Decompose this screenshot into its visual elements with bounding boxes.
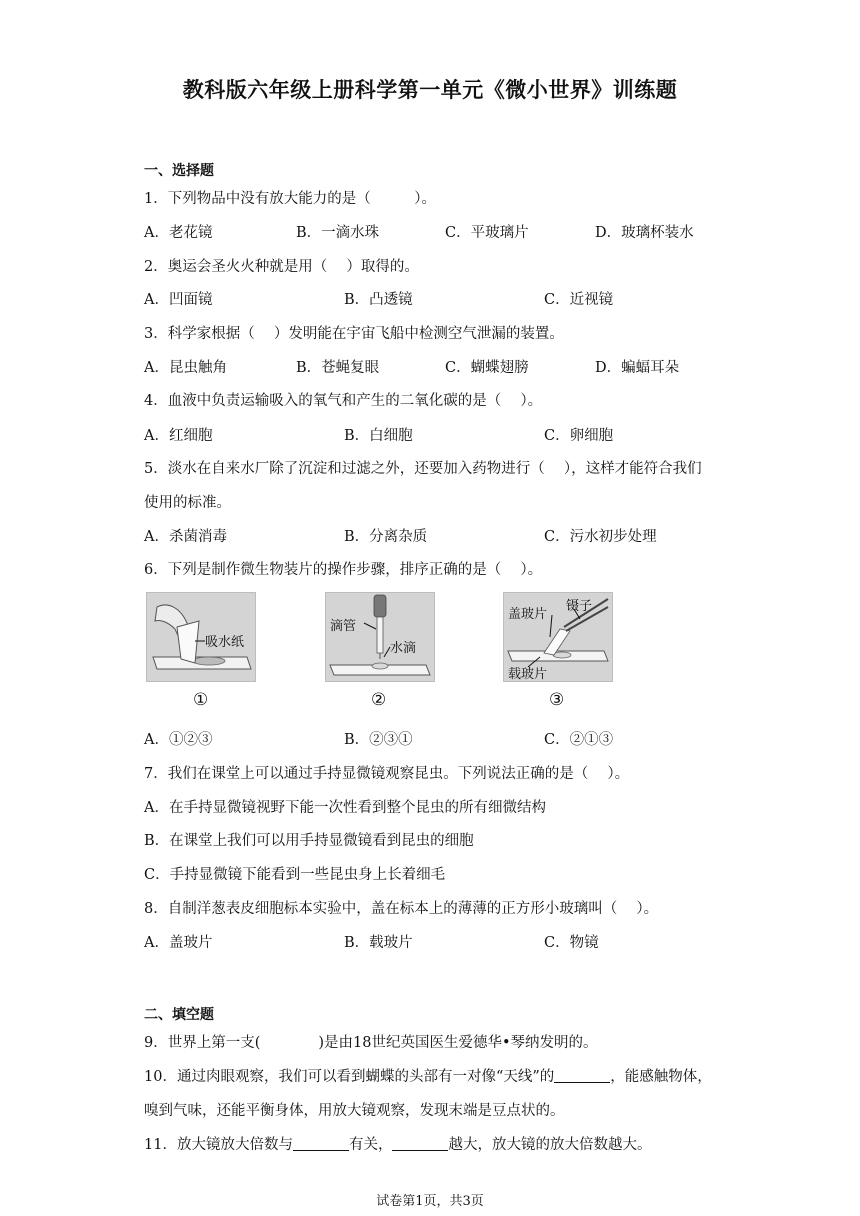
question-11-part-b: 有关，	[348, 1137, 393, 1153]
question-11-blank-1	[293, 1136, 349, 1151]
question-6-option-a: A．①②③	[144, 732, 213, 748]
question-11-part-a: 11．放大镜放大倍数与	[144, 1137, 293, 1153]
question-8-stem: 8．自制洋葱表皮细胞标本实验中，盖在标本上的薄薄的正方形小玻璃叫（ ）。	[144, 901, 659, 917]
label-dropper: 滴管	[330, 619, 357, 634]
question-6-option-c: C．②①③	[544, 732, 614, 748]
question-7-stem: 7．我们在课堂上可以通过手持显微镜观察昆虫。下列说法正确的是（ ）。	[144, 766, 630, 782]
question-8-option-a: A．盖玻片	[144, 935, 213, 951]
question-8-option-c: C．物镜	[544, 935, 599, 951]
question-10-part-a: 10．通过肉眼观察，我们可以看到蝴蝶的头部有一对像“天线”的	[144, 1069, 555, 1085]
question-7-option-c: C．手持显微镜下能看到一些昆虫身上长着细毛	[144, 867, 446, 883]
figure-dropper	[325, 592, 435, 682]
question-3-option-a: A．昆虫触角	[144, 360, 227, 376]
label-tweezers: 镊子	[566, 599, 593, 614]
question-2-stem: 2．奥运会圣火火种就是用（ ）取得的。	[144, 259, 419, 275]
question-1-option-c: C．平玻璃片	[445, 225, 529, 241]
question-5-stem-line-2: 使用的标准。	[144, 495, 231, 511]
question-10-line-1	[144, 1065, 712, 1086]
label-water-drop: 水滴	[390, 641, 417, 656]
question-3-option-b: B．苍蝇复眼	[296, 360, 380, 376]
question-7-option-a: A．在手持显微镜视野下能一次性看到整个昆虫的所有细微结构	[144, 800, 546, 816]
figure-1-caption: ①	[193, 690, 209, 710]
question-4-option-c: C．卵细胞	[544, 428, 614, 444]
label-slide: 载玻片	[508, 667, 548, 682]
figure-blotting-paper	[146, 592, 256, 682]
question-1-stem: 1．下列物品中没有放大能力的是（ ）。	[144, 191, 436, 207]
page-footer: 试卷第1页，共3页	[376, 1194, 484, 1209]
question-3-option-c: C．蝴蝶翅膀	[445, 360, 529, 376]
question-5-option-a: A．杀菌消毒	[144, 529, 227, 545]
figure-3-caption: ③	[549, 690, 565, 710]
question-5-option-c: C．污水初步处理	[544, 529, 657, 545]
section-heading-fill-in: 二、填空题	[144, 1007, 214, 1023]
question-2-option-b: B．凸透镜	[344, 292, 413, 308]
section-heading-choice: 一、选择题	[144, 163, 214, 179]
question-4-stem: 4．血液中负责运输吸入的氧气和产生的二氧化碳的是（ ）。	[144, 393, 543, 409]
question-11-blank-2	[392, 1136, 448, 1151]
question-10-part-b: ，能感触物体，	[610, 1069, 712, 1085]
question-6-stem: 6．下列是制作微生物装片的操作步骤，排序正确的是（ ）。	[144, 562, 543, 578]
label-blotting-paper: 吸水纸	[205, 635, 245, 650]
question-1-option-b: B．一滴水珠	[296, 225, 380, 241]
question-10-line-2: 嗅到气味，还能平衡身体，用放大镜观察，发现末端是豆点状的。	[144, 1103, 565, 1119]
label-cover-slip: 盖玻片	[508, 607, 548, 622]
question-5-option-b: B．分离杂质	[344, 529, 428, 545]
question-4-option-a: A．红细胞	[144, 428, 213, 444]
figure-cover-slip	[503, 592, 613, 682]
page-title: 教科版六年级上册科学第一单元《微小世界》训练题	[182, 77, 678, 102]
question-3-stem: 3．科学家根据（ ）发明能在宇宙飞船中检测空气泄漏的装置。	[144, 326, 564, 342]
question-3-option-d: D．蝙蝠耳朵	[595, 360, 680, 376]
question-2-option-c: C．近视镜	[544, 292, 614, 308]
question-1-option-a: A．老花镜	[144, 225, 213, 241]
question-7-option-b: B．在课堂上我们可以用手持显微镜看到昆虫的细胞	[144, 833, 474, 849]
question-11-text	[144, 1133, 651, 1154]
question-9-text: 9．世界上第一支( )是由18世纪英国医生爱德华•琴纳发明的。	[144, 1035, 598, 1051]
question-11-part-c: 越大，放大镜的放大倍数越大。	[448, 1137, 652, 1153]
question-10-blank	[554, 1068, 610, 1083]
question-8-option-b: B．载玻片	[344, 935, 413, 951]
question-5-stem-line-1: 5．淡水在自来水厂除了沉淀和过滤之外，还要加入药物进行（ ），这样才能符合我们	[144, 461, 702, 477]
question-1-option-d: D．玻璃杯装水	[595, 225, 694, 241]
figure-2-caption: ②	[371, 690, 387, 710]
question-2-option-a: A．凹面镜	[144, 292, 213, 308]
question-4-option-b: B．白细胞	[344, 428, 413, 444]
question-6-option-b: B．②③①	[344, 732, 413, 748]
